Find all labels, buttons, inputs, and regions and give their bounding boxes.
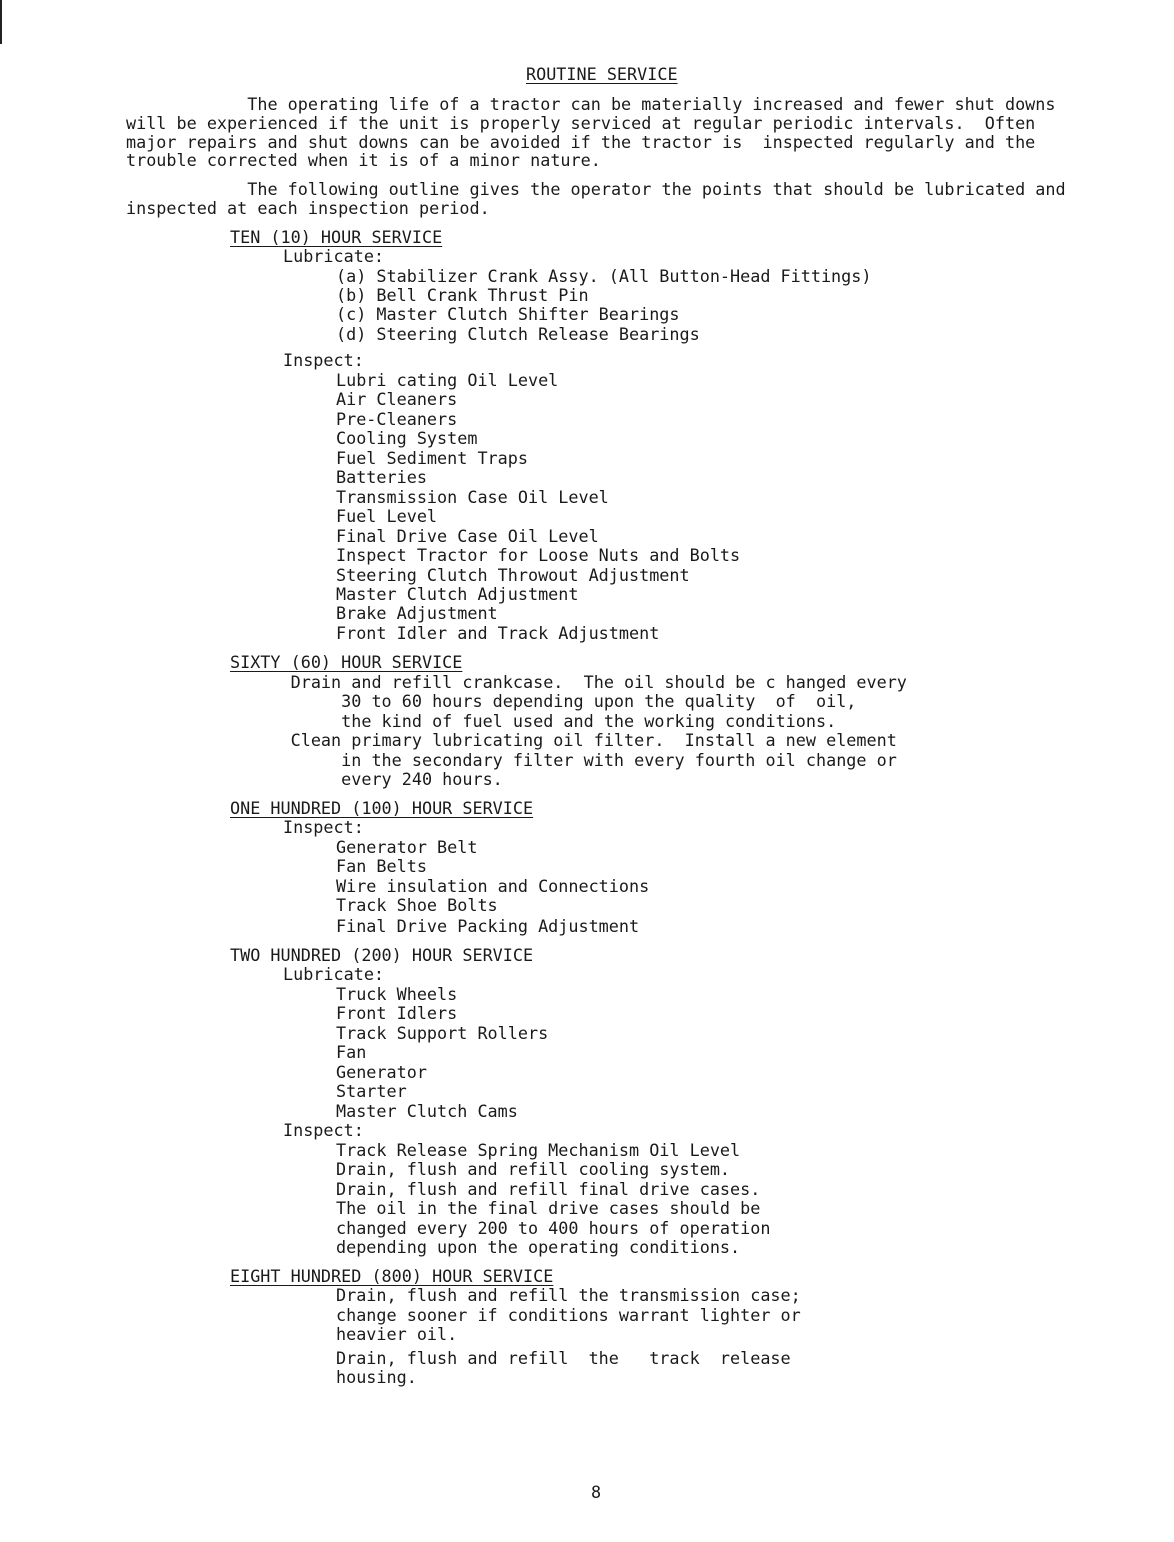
- section-heading-eight-hundred-hour: EIGHT HUNDRED (800) HOUR SERVICE: [230, 1266, 554, 1286]
- list-item: Wire insulation and Connections: [336, 876, 650, 896]
- list-item: Transmission Case Oil Level: [336, 487, 609, 507]
- body-line: Drain, flush and refill the track release: [336, 1348, 791, 1368]
- list-item: Inspect Tractor for Loose Nuts and Bolts: [336, 545, 741, 565]
- list-item: Final Drive Packing Adjustment: [336, 916, 640, 936]
- page-title: ROUTINE SERVICE: [526, 64, 678, 84]
- section-heading-two-hundred-hour: TWO HUNDRED (200) HOUR SERVICE: [230, 945, 534, 965]
- list-item: Starter: [336, 1081, 407, 1101]
- body-line: heavier oil.: [336, 1324, 458, 1344]
- body-line: Drain, flush and refill the transmission case;: [336, 1285, 801, 1305]
- intro-line: The operating life of a tractor can be materially increased and fewer shut downs: [126, 94, 1056, 114]
- list-item: Track Support Rollers: [336, 1023, 549, 1043]
- list-item: Fuel Sediment Traps: [336, 448, 528, 468]
- lubricate-label: Lubricate:: [283, 964, 385, 984]
- body-line: housing.: [336, 1367, 417, 1387]
- scan-edge-mark: [0, 0, 2, 44]
- inspect-label: Inspect:: [283, 350, 364, 370]
- list-item: Fan Belts: [336, 856, 427, 876]
- inspect-label: Inspect:: [283, 817, 364, 837]
- page-number: 8: [591, 1482, 602, 1502]
- list-item: Steering Clutch Throwout Adjustment: [336, 565, 690, 585]
- list-item: changed every 200 to 400 hours of operation: [336, 1218, 771, 1238]
- list-item: (b) Bell Crank Thrust Pin: [336, 285, 589, 305]
- list-item: Fuel Level: [336, 506, 438, 526]
- body-line: Clean primary lubricating oil filter. Install a new element: [230, 730, 897, 750]
- outline-intro-line: The following outline gives the operator the points that should be lubricated and: [126, 179, 1066, 199]
- intro-line: will be experienced if the unit is properly serviced at regular periodic intervals. Often: [126, 113, 1036, 133]
- section-heading-sixty-hour: SIXTY (60) HOUR SERVICE: [230, 652, 463, 672]
- body-line: every 240 hours.: [230, 769, 503, 789]
- intro-line: trouble corrected when it is of a minor nature.: [126, 150, 601, 170]
- list-item: Lubri cating Oil Level: [336, 370, 559, 390]
- list-item: (c) Master Clutch Shifter Bearings: [336, 304, 680, 324]
- list-item: Drain, flush and refill cooling system.: [336, 1159, 731, 1179]
- list-item: Fan: [336, 1042, 367, 1062]
- list-item: Batteries: [336, 467, 427, 487]
- body-line: change sooner if conditions warrant lighter or: [336, 1305, 801, 1325]
- lubricate-label: Lubricate:: [283, 246, 385, 266]
- section-heading-one-hundred-hour: ONE HUNDRED (100) HOUR SERVICE: [230, 798, 534, 818]
- list-item: The oil in the final drive cases should be: [336, 1198, 761, 1218]
- intro-line: major repairs and shut downs can be avoided if the tractor is inspected regularly and the: [126, 132, 1036, 152]
- list-item: Track Release Spring Mechanism Oil Level: [336, 1140, 741, 1160]
- list-item: Final Drive Case Oil Level: [336, 526, 599, 546]
- list-item: Front Idlers: [336, 1003, 458, 1023]
- list-item: Cooling System: [336, 428, 478, 448]
- list-item: Pre-Cleaners: [336, 409, 458, 429]
- list-item: Generator: [336, 1062, 427, 1082]
- list-item: Air Cleaners: [336, 389, 458, 409]
- list-item: Truck Wheels: [336, 984, 458, 1004]
- body-line: Drain and refill crankcase. The oil should be c hanged every: [230, 672, 907, 692]
- body-line: 30 to 60 hours depending upon the quality of oil,: [230, 691, 857, 711]
- list-item: Front Idler and Track Adjustment: [336, 623, 660, 643]
- list-item: Master Clutch Adjustment: [336, 584, 579, 604]
- list-item: (a) Stabilizer Crank Assy. (All Button-Head Fittings): [336, 266, 872, 286]
- list-item: Track Shoe Bolts: [336, 895, 498, 915]
- list-item: depending upon the operating conditions.: [336, 1237, 741, 1257]
- body-line: in the secondary filter with every fourth oil change or: [230, 750, 897, 770]
- list-item: (d) Steering Clutch Release Bearings: [336, 324, 700, 344]
- list-item: Brake Adjustment: [336, 603, 498, 623]
- inspect-label: Inspect:: [283, 1120, 364, 1140]
- list-item: Master Clutch Cams: [336, 1101, 518, 1121]
- body-line: the kind of fuel used and the working conditions.: [230, 711, 837, 731]
- section-heading-ten-hour: TEN (10) HOUR SERVICE: [230, 227, 443, 247]
- outline-intro-line: inspected at each inspection period.: [126, 198, 490, 218]
- list-item: Drain, flush and refill final drive cases.: [336, 1179, 761, 1199]
- list-item: Generator Belt: [336, 837, 478, 857]
